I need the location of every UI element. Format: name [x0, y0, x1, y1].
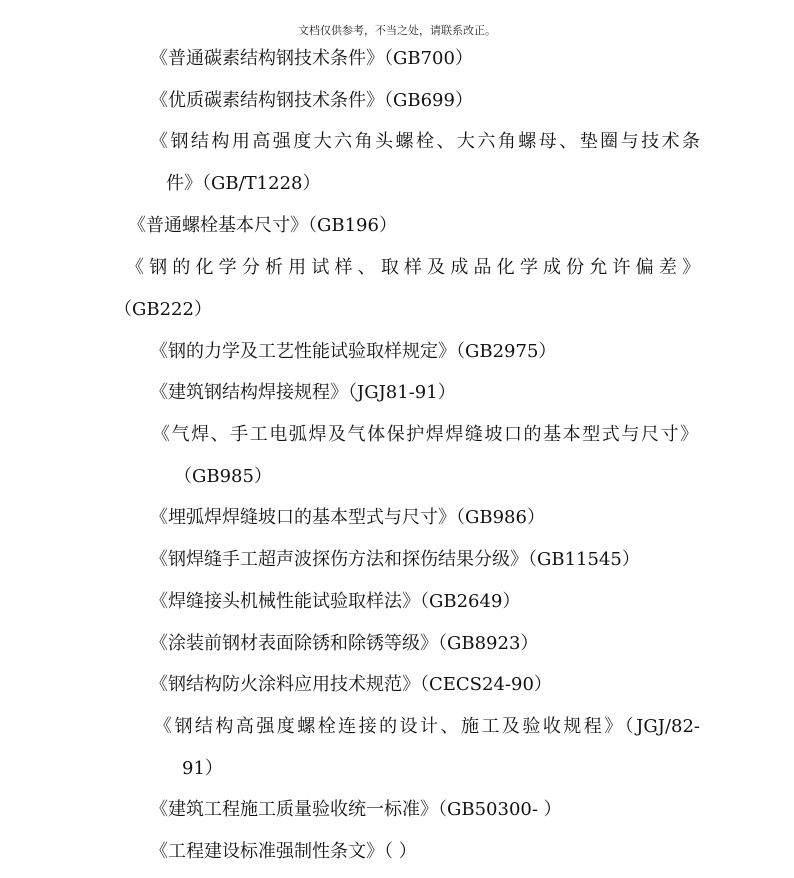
standard-line: 《优质碳素结构钢技术条件》（GB699） [150, 90, 473, 111]
standard-line: 《钢的化学分析用试样、取样及成品化学成份允许偏差》 [126, 257, 700, 278]
standard-line: 《钢的力学及工艺性能试验取样规定》（GB2975） [150, 341, 557, 362]
standard-line-continuation: （GB985） [174, 466, 272, 487]
standard-line: 《建筑工程施工质量验收统一标准》（GB50300- ） [150, 799, 562, 820]
standard-line-continuation: 91） [182, 758, 223, 779]
standard-line: 《普通螺栓基本尺寸》（GB196） [128, 215, 397, 236]
standard-line: 《钢结构高强度螺栓连接的设计、施工及验收规程》（JGJ/82- [154, 716, 700, 737]
standard-line: 《普通碳素结构钢技术条件》（GB700） [150, 48, 473, 69]
standard-line-continuation: 件》（GB/T1228） [166, 173, 321, 194]
standard-line: 《埋弧焊焊缝坡口的基本型式与尺寸》（GB986） [150, 507, 545, 528]
standard-line: 《焊缝接头机械性能试验取样法》（GB2649） [150, 591, 521, 612]
standard-line: 《钢焊缝手工超声波探伤方法和探伤结果分级》（GB11545） [150, 549, 640, 570]
standard-line: 《工程建设标准强制性条文》（ ） [150, 841, 417, 862]
page-header-note: 文档仅供参考，不当之处，请联系改正。 [298, 24, 496, 37]
standard-line-continuation: （GB222） [114, 299, 212, 320]
standard-line: 《钢结构用高强度大六角头螺栓、大六角螺母、垫圈与技术条 [150, 131, 700, 152]
standard-line: 《气焊、手工电弧焊及气体保护焊焊缝坡口的基本型式与尺寸》 [152, 424, 698, 445]
standard-line: 《钢结构防火涂料应用技术规范》（CECS24-90） [150, 674, 552, 695]
standard-line: 《涂装前钢材表面除锈和除锈等级》（GB8923） [150, 633, 539, 654]
standard-line: 《建筑钢结构焊接规程》（JGJ81-91） [150, 382, 456, 403]
